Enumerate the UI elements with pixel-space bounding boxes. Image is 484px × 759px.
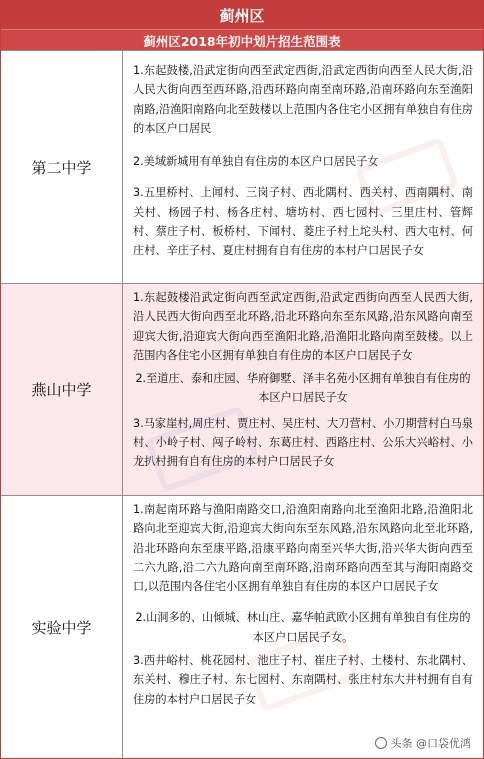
source-text: 头条 @口袋优鸿 bbox=[390, 737, 471, 750]
zone-item: 1.东起鼓楼沿武定街向西至武定西街,沿武定西街向西至人民西大街,沿人民西大街向西至北环路,沿北环路向东至东风路,沿东风路向南至迎宾大街,沿迎宾大街向西至渔阳北路,沿渔阳北路向南至鼓楼。以上范围内各住宅小区拥有单独自有住房的本区户口居民子女 bbox=[133, 291, 473, 362]
school-name: 燕山中学 bbox=[1, 284, 123, 495]
school-row-second-middle bbox=[1, 50, 483, 283]
camera-icon bbox=[375, 737, 387, 749]
zone-item: 2.山洞多的、山倾城、林山庄、嘉华帕武欧小区拥有单独自有住房的本区户口居民子女。 bbox=[135, 611, 471, 644]
school-row-yanshan bbox=[1, 283, 483, 495]
zone-item: 3.西井峪村、桃花园村、池庄子村、崔庄子村、土楼村、东北隅村、东关村、穆庄子村、东七园村、东南隅村、张庄村东大井村拥有自有住房的本村户口居民子女 bbox=[133, 654, 473, 706]
zone-item: 2.至道庄、泰和庄园、华府御墅、泽丰名苑小区拥有单独自有住房的本区户口居民子女 bbox=[135, 372, 471, 405]
zone-item: 2.美域新城用有单独自有住房的本区户口居民子女 bbox=[133, 155, 379, 169]
school-row-experimental bbox=[1, 495, 483, 759]
table-title: 蓟州区2018年初中划片招生范围表 bbox=[1, 29, 483, 51]
zone-item: 1.南起南环路与渔阳南路交口,沿渔阳南路向北至渔阳北路,沿渔阳北路向北至迎宾大街,沿迎宾大街向东至东风路,沿东风路向北至北环路,沿北环路向东至康平路,沿康平路向南至兴华大街,沿兴华大街向西至二六九路,沿二六九路向南至南环路,沿南环路向西至其与海阳南路交口,以范围内各住宅小区拥有单独自有住房的本区户口居民子女 bbox=[133, 503, 473, 594]
district-title: 蓟州区 bbox=[1, 1, 483, 29]
zone-item: 3.马家崖村,周庄村、贾庄村、吴庄村、大刀营村、小刀期营村白马泉村、小岭子村、闯子岭村、东葛庄村、西路庄村、公乐大兴峪村、小龙扒村拥有自有住房的本村户口居民子女 bbox=[133, 416, 473, 469]
school-name: 第二中学 bbox=[1, 51, 123, 283]
zone-item: 1.东起鼓楼,沿武定街向西至武定西街,沿武定西街向西至人民大街,沿人民大街向西至西环路,沿西环路向南至南环路,沿南环路向东至渔阳南路,沿渔阳南路向北至鼓楼以上范围内各住宅小区拥有单独自有住房的本区户口居民 bbox=[133, 64, 473, 135]
zone-description bbox=[123, 51, 483, 283]
zone-item: 3.五里桥村、上闻村、三岗子村、西北隅村、西关村、西南隅村、南关村、杨园子村、杨各庄村、塘坊村、西七园村、三里庄村、管辉村、蔡庄子村、板桥村、下闻村、菱庄子村上坨头村、西大屯村、何庄村、辛庄子村、夏庄村拥有自有住房的本村户口居民子女 bbox=[133, 186, 473, 258]
zone-description bbox=[123, 496, 483, 759]
school-name: 实验中学 bbox=[1, 496, 123, 759]
source-attribution bbox=[371, 734, 476, 752]
zone-description bbox=[123, 284, 483, 495]
